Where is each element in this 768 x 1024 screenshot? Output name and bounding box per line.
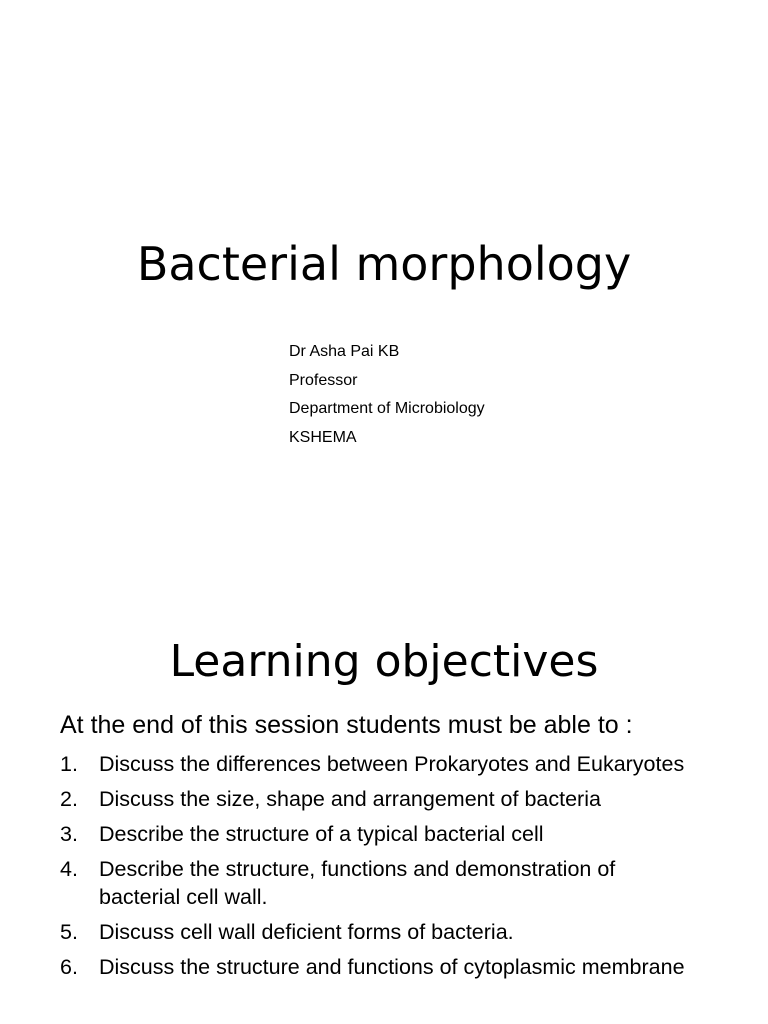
author-info — [289, 338, 485, 452]
item-number: 6. — [60, 955, 78, 979]
objectives-slide — [0, 576, 768, 1024]
item-text: Discuss cell wall deficient forms of bacteria. — [99, 920, 514, 944]
slide-title: Bacterial morphology — [136, 237, 632, 291]
objectives-intro: At the end of this session students must be able to : — [60, 711, 633, 739]
list-item — [60, 820, 700, 848]
item-number: 2. — [60, 787, 78, 811]
item-text: Describe the structure of a typical bacterial cell — [99, 822, 544, 846]
item-number: 1. — [60, 752, 78, 776]
item-number: 3. — [60, 822, 78, 846]
item-text: Describe the structure, functions and demonstration of bacterial cell wall. — [99, 857, 616, 909]
list-item — [60, 785, 700, 813]
list-item — [60, 953, 700, 981]
objectives-title: Learning objectives — [169, 636, 599, 687]
objectives-list — [60, 750, 700, 988]
author-department: Department of Microbiology — [289, 400, 485, 417]
item-number: 5. — [60, 920, 78, 944]
list-item — [60, 918, 700, 946]
author-name: Dr Asha Pai KB — [289, 343, 400, 360]
item-text: Discuss the structure and functions of cytoplasmic membrane — [99, 955, 685, 979]
item-text: Discuss the differences between Prokaryotes and Eukaryotes — [99, 752, 685, 776]
item-number: 4. — [60, 857, 78, 881]
list-item — [60, 855, 700, 911]
author-institution: KSHEMA — [289, 428, 357, 446]
item-text: Discuss the size, shape and arrangement of bacteria — [99, 787, 601, 811]
author-position: Professor — [289, 371, 358, 389]
list-item — [60, 750, 700, 778]
